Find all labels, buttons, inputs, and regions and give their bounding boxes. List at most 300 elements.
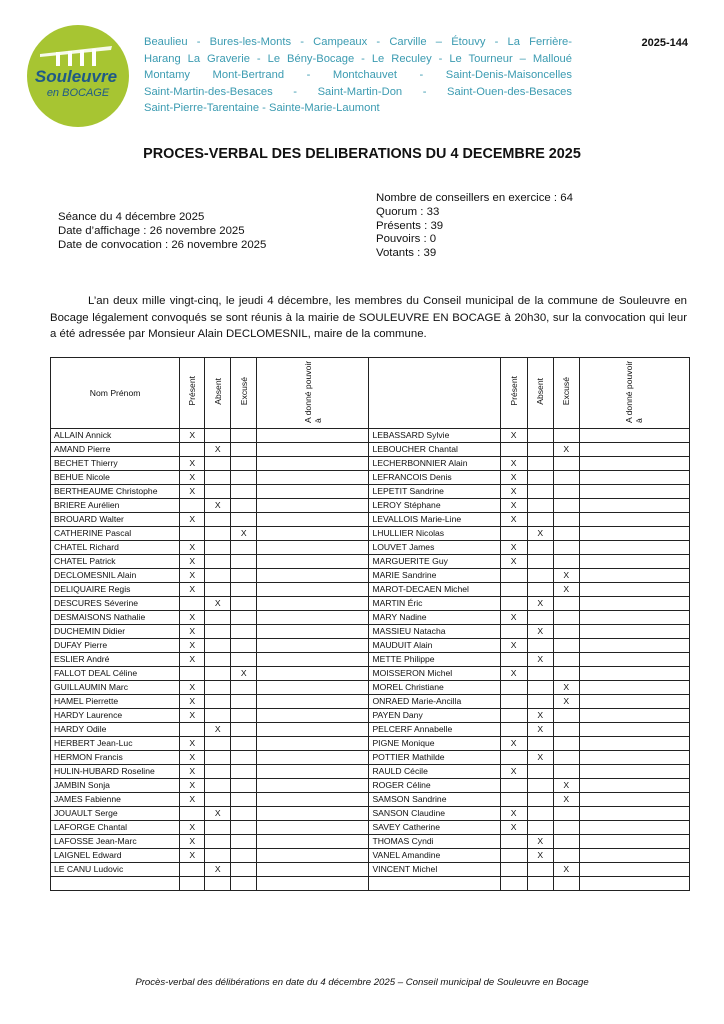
present-mark: X: [500, 807, 527, 821]
present-mark: X: [180, 793, 205, 807]
present-mark: X: [180, 583, 205, 597]
proxy-cell: [257, 835, 369, 849]
absent-mark: [527, 821, 553, 835]
member-name: LEPETIT Sandrine: [369, 485, 500, 499]
excused-mark: [231, 779, 257, 793]
absent-mark: [205, 611, 231, 625]
souleuvre-logo: [26, 24, 130, 128]
table-row: [51, 471, 690, 485]
proxy-cell: [579, 597, 689, 611]
proxy-cell: [579, 639, 689, 653]
present-mark: X: [500, 499, 527, 513]
proxy-cell: [257, 625, 369, 639]
proxy-cell: [579, 807, 689, 821]
present-mark: X: [180, 457, 205, 471]
absent-mark: [527, 807, 553, 821]
absent-mark: [205, 485, 231, 499]
absent-mark: X: [527, 849, 553, 863]
proxy-cell: [579, 527, 689, 541]
proxy-cell: [257, 429, 369, 443]
table-row: [51, 499, 690, 513]
present-mark: X: [500, 457, 527, 471]
councillors-count: Nombre de conseillers en exercice : 64: [376, 192, 573, 204]
proxy-cell: [257, 513, 369, 527]
table-row: [51, 849, 690, 863]
excused-mark: [231, 541, 257, 555]
logo-subtitle: en BOCAGE: [46, 87, 110, 99]
absent-mark: [205, 681, 231, 695]
header-pouvoir: A donné pouvoir à: [579, 358, 689, 429]
present-mark: X: [180, 695, 205, 709]
member-name: LOUVET James: [369, 541, 500, 555]
absent-mark: [205, 709, 231, 723]
absent-mark: X: [527, 751, 553, 765]
proxy-cell: [579, 751, 689, 765]
communes-line: Harang La Graverie - Le Bény-Bocage - Le Reculey - Le Tourneur – Malloué: [144, 52, 572, 65]
proxy-cell: [579, 653, 689, 667]
member-name: BRIERE Aurélien: [51, 499, 180, 513]
member-name: VANEL Amandine: [369, 849, 500, 863]
proxy-cell: [579, 499, 689, 513]
quorum-info: [376, 192, 573, 261]
member-name: FALLOT DEAL Céline: [51, 667, 180, 681]
absent-mark: [527, 639, 553, 653]
member-name: LEBOUCHER Chantal: [369, 443, 500, 457]
absent-mark: X: [205, 597, 231, 611]
member-name: CATHERINE Pascal: [51, 527, 180, 541]
present-mark: X: [180, 765, 205, 779]
proxy-cell: [257, 779, 369, 793]
excused-mark: [231, 695, 257, 709]
excused-mark: [231, 723, 257, 737]
absent-mark: [205, 821, 231, 835]
header-present: Présent: [500, 358, 527, 429]
present-mark: X: [500, 513, 527, 527]
present-mark: X: [180, 709, 205, 723]
excused-mark: [553, 499, 579, 513]
header-excuse: Excusé: [553, 358, 579, 429]
table-row: [51, 709, 690, 723]
absent-mark: X: [205, 499, 231, 513]
absent-mark: [205, 737, 231, 751]
excused-mark: [231, 877, 257, 891]
proxy-cell: [579, 471, 689, 485]
absent-mark: X: [527, 625, 553, 639]
present-mark: [500, 653, 527, 667]
absent-mark: [205, 751, 231, 765]
excused-mark: [553, 611, 579, 625]
present-mark: [180, 723, 205, 737]
present-mark: X: [500, 555, 527, 569]
table-row: [51, 513, 690, 527]
present-mark: X: [500, 737, 527, 751]
excused-mark: [553, 485, 579, 499]
proxy-cell: [579, 429, 689, 443]
member-name: HERBERT Jean-Luc: [51, 737, 180, 751]
present-mark: [500, 849, 527, 863]
member-name: VINCENT Michel: [369, 863, 500, 877]
proxy-cell: [257, 611, 369, 625]
proxy-cell: [257, 765, 369, 779]
proxy-cell: [257, 485, 369, 499]
member-name: DUCHEMIN Didier: [51, 625, 180, 639]
table-row: [51, 863, 690, 877]
table-row: [51, 597, 690, 611]
absent-mark: [527, 555, 553, 569]
excused-mark: [553, 751, 579, 765]
excused-mark: [553, 625, 579, 639]
quorum: Quorum : 33: [376, 205, 440, 218]
absent-mark: [205, 639, 231, 653]
proxy-cell: [257, 737, 369, 751]
excused-mark: [231, 499, 257, 513]
excused-mark: [553, 765, 579, 779]
table-row: [51, 541, 690, 555]
absent-mark: [527, 779, 553, 793]
table-row: [51, 555, 690, 569]
proxy-cell: [579, 695, 689, 709]
header-name: [369, 358, 500, 429]
present-mark: [500, 695, 527, 709]
member-name: POTTIER Mathilde: [369, 751, 500, 765]
proxy-cell: [257, 751, 369, 765]
member-name: LHULLIER Nicolas: [369, 527, 500, 541]
member-name: PELCERF Annabelle: [369, 723, 500, 737]
excused-mark: [231, 737, 257, 751]
member-name: THOMAS Cyndi: [369, 835, 500, 849]
member-name: PIGNE Monique: [369, 737, 500, 751]
absent-mark: [527, 457, 553, 471]
absent-mark: [527, 429, 553, 443]
member-name: HULIN-HUBARD Roseline: [51, 765, 180, 779]
member-name: GUILLAUMIN Marc: [51, 681, 180, 695]
table-row: [51, 485, 690, 499]
proxy-cell: [257, 821, 369, 835]
absent-mark: X: [527, 835, 553, 849]
member-name: ROGER Céline: [369, 779, 500, 793]
proxy-cell: [257, 807, 369, 821]
excused-mark: [231, 513, 257, 527]
excused-mark: X: [231, 527, 257, 541]
absent-mark: [527, 569, 553, 583]
excused-mark: [231, 681, 257, 695]
excused-mark: [553, 653, 579, 667]
present-mark: [180, 527, 205, 541]
excused-mark: [553, 597, 579, 611]
member-name: METTE Philippe: [369, 653, 500, 667]
intro-paragraph: L’an deux mille vingt-cinq, le jeudi 4 décembre, les membres du Conseil municipal de la commune de Souleuvre en Bocage légalement convoqués se sont réunis à la mairie de SOULEUVRE EN BOCAGE à 20h30, sur la convocation qui leur a été adressée par Monsieur Alain DECLOMESNIL, maire de la commune.: [50, 295, 687, 341]
member-name: LEROY Stéphane: [369, 499, 500, 513]
present-mark: X: [180, 541, 205, 555]
absent-mark: [527, 863, 553, 877]
present-mark: X: [500, 821, 527, 835]
present-mark: [500, 751, 527, 765]
excused-mark: [231, 429, 257, 443]
proxy-cell: [579, 863, 689, 877]
member-name: LE CANU Ludovic: [51, 863, 180, 877]
convocation-date: Date de convocation : 26 novembre 2025: [58, 238, 267, 251]
absent-mark: [205, 527, 231, 541]
absent-mark: [527, 485, 553, 499]
proxy-cell: [579, 513, 689, 527]
present-mark: X: [180, 555, 205, 569]
present-mark: X: [500, 471, 527, 485]
member-name: DESMAISONS Nathalie: [51, 611, 180, 625]
proxy-cell: [257, 653, 369, 667]
absent-mark: [205, 541, 231, 555]
logo-title: Souleuvre: [34, 67, 118, 86]
absent-mark: [205, 849, 231, 863]
excused-mark: [231, 793, 257, 807]
present-mark: X: [500, 667, 527, 681]
present-mark: [180, 863, 205, 877]
excused-mark: [553, 807, 579, 821]
absent-mark: [527, 667, 553, 681]
member-name: LEFRANCOIS Denis: [369, 471, 500, 485]
table-row: [51, 667, 690, 681]
document-reference: 2025-144: [641, 37, 688, 49]
header-name: Nom Prénom: [51, 358, 180, 429]
table-row: [51, 527, 690, 541]
proxy-cell: [579, 583, 689, 597]
absent-mark: [205, 765, 231, 779]
proxy-cell: [579, 555, 689, 569]
present-mark: X: [500, 485, 527, 499]
excused-mark: [231, 765, 257, 779]
proxy-cell: [579, 723, 689, 737]
table-row: [51, 681, 690, 695]
present-mark: X: [180, 779, 205, 793]
excused-mark: [231, 625, 257, 639]
present-mark: X: [180, 471, 205, 485]
absent-mark: X: [205, 807, 231, 821]
absent-mark: X: [527, 723, 553, 737]
table-row: [51, 793, 690, 807]
absent-mark: [527, 695, 553, 709]
table-row: [51, 695, 690, 709]
member-name: MARGUERITE Guy: [369, 555, 500, 569]
table-row: [51, 821, 690, 835]
proxy-cell: [579, 849, 689, 863]
member-name: [51, 877, 180, 891]
excused-mark: [231, 849, 257, 863]
present-mark: X: [180, 835, 205, 849]
present-mark: X: [180, 485, 205, 499]
table-row: [51, 443, 690, 457]
header-present: Présent: [180, 358, 205, 429]
excused-mark: [231, 485, 257, 499]
proxy-cell: [257, 541, 369, 555]
absent-mark: [205, 667, 231, 681]
header-pouvoir: A donné pouvoir à: [257, 358, 369, 429]
proxy-cell: [579, 667, 689, 681]
present-mark: [180, 877, 205, 891]
absent-mark: [205, 569, 231, 583]
table-row: [51, 611, 690, 625]
proxy-cell: [579, 681, 689, 695]
member-name: BEHUE Nicole: [51, 471, 180, 485]
member-name: DESCURES Séverine: [51, 597, 180, 611]
excused-mark: X: [553, 863, 579, 877]
proxy-cell: [257, 863, 369, 877]
header-excuse: Excusé: [231, 358, 257, 429]
proxy-cell: [257, 583, 369, 597]
excused-mark: [553, 821, 579, 835]
communes-line: Beaulieu - Bures-les-Monts - Campeaux - Carville – Étouvy - La Ferrière-: [144, 36, 572, 48]
table-row: [51, 653, 690, 667]
absent-mark: [205, 779, 231, 793]
member-name: ESLIER André: [51, 653, 180, 667]
header-absent: Absent: [527, 358, 553, 429]
absent-mark: X: [527, 653, 553, 667]
present-mark: [500, 583, 527, 597]
excused-mark: X: [553, 793, 579, 807]
excused-mark: [553, 513, 579, 527]
present-count: Présents : 39: [376, 219, 444, 232]
excused-mark: [553, 709, 579, 723]
excused-mark: [553, 835, 579, 849]
absent-mark: [205, 429, 231, 443]
present-mark: X: [180, 751, 205, 765]
member-name: JOUAULT Serge: [51, 807, 180, 821]
present-mark: [500, 569, 527, 583]
proxy-cell: [257, 639, 369, 653]
member-name: HARDY Odile: [51, 723, 180, 737]
absent-mark: X: [205, 443, 231, 457]
excused-mark: X: [553, 779, 579, 793]
excused-mark: [553, 457, 579, 471]
member-name: MOISSERON Michel: [369, 667, 500, 681]
absent-mark: X: [205, 863, 231, 877]
table-header-row: [51, 358, 690, 429]
communes-line: Montamy Mont-Bertrand - Montchauvet - Saint-Denis-Maisoncelles: [144, 69, 572, 82]
excused-mark: [553, 471, 579, 485]
excused-mark: [553, 723, 579, 737]
table-row: [51, 835, 690, 849]
present-mark: X: [180, 653, 205, 667]
proxy-cell: [257, 695, 369, 709]
member-name: LEVALLOIS Marie-Line: [369, 513, 500, 527]
proxy-cell: [579, 765, 689, 779]
excused-mark: [231, 751, 257, 765]
proxy-cell: [257, 457, 369, 471]
member-name: ONRAED Marie-Ancilla: [369, 695, 500, 709]
present-mark: X: [180, 429, 205, 443]
absent-mark: [527, 541, 553, 555]
absent-mark: [527, 793, 553, 807]
absent-mark: [205, 471, 231, 485]
present-mark: X: [500, 541, 527, 555]
present-mark: [500, 723, 527, 737]
member-name: LAIGNEL Edward: [51, 849, 180, 863]
table-row: [51, 583, 690, 597]
member-name: LEBASSARD Sylvie: [369, 429, 500, 443]
proxy-cell: [257, 723, 369, 737]
proxy-cell: [257, 569, 369, 583]
present-mark: X: [180, 611, 205, 625]
communes-line: Saint-Pierre-Tarentaine - Sainte-Marie-Laumont: [144, 102, 380, 115]
proxy-cell: [579, 793, 689, 807]
present-mark: X: [500, 429, 527, 443]
member-name: SANSON Claudine: [369, 807, 500, 821]
table-row: [51, 737, 690, 751]
member-name: BERTHEAUME Christophe: [51, 485, 180, 499]
present-mark: [500, 793, 527, 807]
member-name: CHATEL Richard: [51, 541, 180, 555]
absent-mark: [527, 681, 553, 695]
absent-mark: [527, 513, 553, 527]
excused-mark: [231, 457, 257, 471]
member-name: MASSIEU Natacha: [369, 625, 500, 639]
present-mark: [500, 443, 527, 457]
absent-mark: [527, 877, 553, 891]
proxy-cell: [257, 555, 369, 569]
member-name: PAYEN Dany: [369, 709, 500, 723]
absent-mark: X: [527, 709, 553, 723]
proxy-cell: [579, 821, 689, 835]
excused-mark: X: [553, 569, 579, 583]
page-title: PROCES-VERBAL DES DELIBERATIONS DU 4 DECEMBRE 2025: [143, 146, 581, 162]
absent-mark: [205, 695, 231, 709]
excused-mark: [231, 807, 257, 821]
present-mark: [500, 779, 527, 793]
proxy-cell: [257, 709, 369, 723]
present-mark: X: [180, 681, 205, 695]
proxy-cell: [257, 597, 369, 611]
excused-mark: [231, 597, 257, 611]
proxy-cell: [579, 443, 689, 457]
table-row: [51, 765, 690, 779]
absent-mark: [205, 555, 231, 569]
member-name: LAFOSSE Jean-Marc: [51, 835, 180, 849]
absent-mark: [205, 653, 231, 667]
table-row: [51, 779, 690, 793]
attendance-table: [50, 357, 690, 891]
present-mark: [180, 597, 205, 611]
proxy-cell: [579, 541, 689, 555]
present-mark: [500, 625, 527, 639]
absent-mark: [205, 513, 231, 527]
member-name: MARY Nadine: [369, 611, 500, 625]
footer: Procès-verbal des délibérations en date du 4 décembre 2025 – Conseil municipal de Souleuvre en Bocage: [135, 977, 589, 988]
present-mark: [500, 709, 527, 723]
present-mark: [180, 499, 205, 513]
excused-mark: [553, 555, 579, 569]
session-info: [58, 211, 266, 252]
proxy-cell: [257, 499, 369, 513]
absent-mark: [205, 457, 231, 471]
excused-mark: X: [231, 667, 257, 681]
member-name: HAMEL Pierrette: [51, 695, 180, 709]
member-name: DELIQUAIRE Regis: [51, 583, 180, 597]
member-name: LAFORGE Chantal: [51, 821, 180, 835]
excused-mark: [553, 737, 579, 751]
excused-mark: [231, 653, 257, 667]
excused-mark: [231, 709, 257, 723]
proxy-cell: [257, 793, 369, 807]
excused-mark: [231, 569, 257, 583]
member-name: SAMSON Sandrine: [369, 793, 500, 807]
excused-mark: [231, 443, 257, 457]
proxy-cell: [579, 457, 689, 471]
table-row: [51, 639, 690, 653]
proxy-cell: [257, 849, 369, 863]
present-mark: [500, 597, 527, 611]
header-absent: Absent: [205, 358, 231, 429]
voters-count: Votants : 39: [376, 247, 437, 260]
excused-mark: [553, 667, 579, 681]
member-name: JAMBIN Sonja: [51, 779, 180, 793]
